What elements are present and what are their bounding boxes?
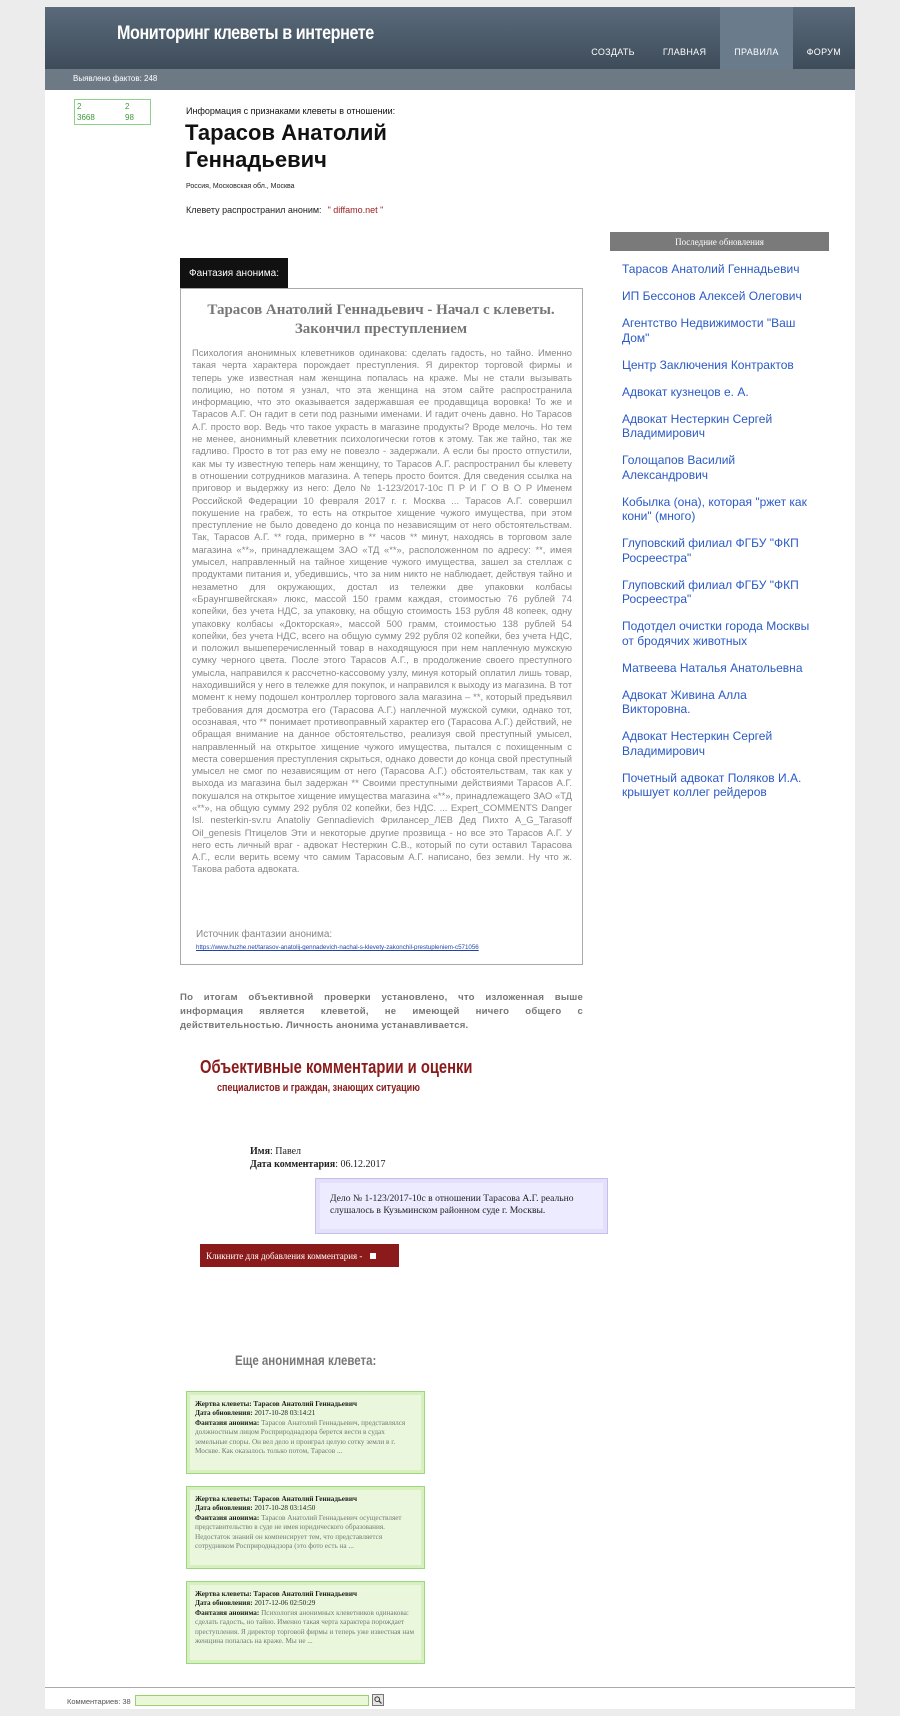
add-comment-label: Кликните для добавления комментария - <box>206 1250 363 1261</box>
counter-d: 98 <box>125 113 134 122</box>
info-label: Информация с признаками клеветы в отношении: <box>186 106 396 116</box>
card-victim: Тарасов Анатолий Геннадьевич <box>253 1400 358 1408</box>
more-title: Еще анонимная клевета: <box>235 1352 377 1368</box>
counters-widget <box>74 99 151 125</box>
site-title[interactable]: Мониторинг клеветы в интернете <box>117 23 374 44</box>
victim-name: Тарасов Анатолий Геннадьевич <box>185 120 387 172</box>
comments-title: Объективные комментарии и оценки <box>200 1057 473 1077</box>
sidebar-item[interactable]: Подотдел очистки города Москвы от бродячих животных <box>622 619 810 648</box>
facts-bar <box>45 69 855 90</box>
sidebar-item[interactable]: ИП Бессонов Алексей Олегович <box>622 289 802 303</box>
comment-name: : Павел <box>270 1146 302 1157</box>
card-date-label: Дата обновления: <box>195 1599 253 1608</box>
source-label: Источник фантазии анонима: <box>196 929 333 940</box>
card-date-label: Дата обновления: <box>195 1409 253 1418</box>
nav-create[interactable]: СОЗДАТЬ <box>591 47 635 57</box>
verdict-text: По итогам объективной проверки установлено, что изложенная выше информация является клеветой, не имеющей ничего общего с действительностью. Личность анонима устанавливается. <box>180 992 583 1031</box>
sidebar-item[interactable]: Адвокат Нестеркин Сергей Владимирович <box>622 729 773 758</box>
more-card[interactable] <box>186 1581 425 1664</box>
square-icon <box>370 1253 376 1259</box>
sidebar-item[interactable]: Адвокат кузнецов е. А. <box>622 384 749 399</box>
comment-name-label: Имя <box>250 1146 270 1157</box>
spread-label: Клевету распространил аноним: <box>186 205 322 215</box>
card-date-label: Дата обновления: <box>195 1504 253 1513</box>
footer-divider <box>45 1687 855 1688</box>
magnifier-icon <box>374 1696 382 1704</box>
card-date: 2017-12-06 02:50:29 <box>254 1599 316 1608</box>
comments-count: Комментариев: 38 <box>67 1697 131 1706</box>
sidebar-item[interactable]: Адвокат Живина Алла Викторовна. <box>622 687 747 716</box>
sidebar-item[interactable]: Центр Заключения Контрактов <box>622 357 794 372</box>
sidebar-list <box>622 262 812 812</box>
nav-forum[interactable]: ФОРУМ <box>806 47 841 57</box>
sidebar-item[interactable]: Кобылка (она), которая "ржет как кони" (много) <box>622 494 807 523</box>
sidebar-title: Последние обновления <box>610 232 829 251</box>
comment-meta <box>250 1145 385 1171</box>
nav-home[interactable]: ГЛАВНАЯ <box>662 47 707 57</box>
sidebar-item[interactable]: Почетный адвокат Поляков И.А. крышует коллег рейдеров <box>622 770 802 799</box>
card-victim: Тарасов Анатолий Геннадьевич <box>253 1590 358 1598</box>
nav-rules[interactable]: ПРАВИЛА <box>720 7 792 69</box>
spread-line <box>186 205 383 215</box>
main-nav <box>577 7 855 69</box>
sidebar-item[interactable]: Агентство Недвижимости "Ваш Дом" <box>622 316 796 345</box>
sidebar-item[interactable]: Матвеева Наталья Анатольевна <box>622 660 803 675</box>
card-fantasy-label: Фантазия анонима: <box>195 1608 260 1617</box>
card-fantasy: Тарасов Анатолий Геннадьевич осуществляет представительство в суде не имея юридического образования. Недостаток знаний он компенсирует тем, что представляется сотрудником Росприроднадзора (это фото есть на ... <box>195 1513 402 1551</box>
sidebar-item[interactable]: Глуповский филиал ФГБУ "ФКП Росреестра" <box>622 577 799 606</box>
spread-source-link[interactable]: " diffamo.net " <box>327 205 384 215</box>
article-box <box>180 288 583 965</box>
counter-b: 2 <box>125 102 130 111</box>
sidebar-item[interactable]: Голощапов Василий Александрович <box>622 453 736 482</box>
article-body: Психология анонимных клеветников одинакова: сделать гадость, но тайно. Именно такая черта характера порождает преступления. Я директор торговой фирмы и теперь уже известная нам женщина попалась на краже. Мы не стали вызывать полицию, но потом я узнал, что эта женщина на этом сайте распространила информацию, что это оказывается задержавшая ее продавщица воровка! То же и Тарасов А.Г. Он гадит в сети под разными именами. И гадит очень давно. Но Тарасов А.Г. просто вор. Ведь что такое украсть в магазине продукты? Вроде мелочь. Но тем не менее, анонимный клеветник психологически готов к этому. Так же тайно, так же гадливо. Просто в тот раз ему не повезло - задержали. А если бы просто отпустили, как мы ту известную теперь нам женщину, то Тарасов А.Г. распространил бы клевету в отношении сотрудников магазина. А теперь просто боится. Для сведения ссылка на приговор и выдержку из него: Дело № 1-123/2017-10с П Р И Г О В О Р Именем Российской Федерации 10 февраля 2017 г. г. Москва ... Тарасов А.Г. совершил покушение на грабеж, то есть на открытое хищение чужого имущества, при этом преступление не было доведено до конца по независящим от него обстоятельствам. Так, Тарасов А.Г. ** года, примерно в ** часов ** минут, находясь в торговом зале магазина «**», принадлежащем ЗАО «ТД «**», расположенном по адресу: **, имея умысел, направленный на тайное хищение чужого имущества, зашел за стеллаж с продуктами питания и, убедившись, что за ним никто не наблюдает, действуя тайно и незаметно для окружающих, достал из тележки две упаковки колбасы «Браунгшвейгская» люкс, массой 150 грамм каждая, стоимостью 76 рублей 74 копейки, без учета НДС, за упаковку, на общую стоимость 153 рубля 48 копеек, одну упаковку колбасы «Докторская», массой 500 грамм, стоимостью 138 рублей 54 копейки, без учета НДС, всего на общую сумму 292 рубля 02 копейки, без учета НДС, и положил вышеперечисленный товар в находящуюся при нем наплечную мужскую сумку черного цвета. После этого Тарасов А.Г., в продолжение своего преступного умысла, направился к рассчетно-кассовому узлу, минуя который оплатил лишь товар, находившийся у него в тележке для покупок, и направился к выходу из магазина. В тот момент к нему подошел контроллер торгового зала магазина – **, который предъявил требования для досмотра его (Тарасова А.Г.) наплечной мужской сумки, однако тот, осознавая, что ** понимает противоправный характер его (Тарасова А.Г.) действий, не обращая внимание на данное обстоятельство, реализуя свой преступный умысел, направленный на открытое хищение чужого имущества, пытался с похищенным с места совершения преступления скрыться, однако довести до конца свой преступный умысел не смог по независящим от него (Тарасова А.Г.) обстоятельствам, так как у выхода из магазина был задержан ** Своими преступными действиями Тарасов А.Г. покушался на открытое хищение имущества магазина «**», принадлежащего ЗАО «ТД «**», на общую сумму 292 рубля 02 копейки, без НДС. ... Expert_COMMENTS Danger Isl. nesterkin-sv.ru Anatoliy Gennadievich Фрилансер_ЛЕВ Дед Пихто A_G_Tarasoff Oil_genesis Птицелов Эти и некоторые другие прозвища - но все это Тарасов А.Г. У него есть личный враг - адвокат Нестеркин С.В., который по сути оставил Тарасова А.Г., если верить всему что самим Тарасовым А.Г. написано, без земли. Ну что ж. Такова работа адвоката. <box>192 347 572 875</box>
comment-text: Дело № 1-123/2017-10с в отношении Тарасова А.Г. реально слушалось в Кузьминском районном суде г. Москвы. <box>315 1178 608 1234</box>
more-card[interactable] <box>186 1486 425 1569</box>
search-input[interactable] <box>135 1695 369 1706</box>
card-fantasy: Тарасов Анатолий Геннадьевич, представлялся должностным лицом Росприроднадзора берется вести в судах земельные споры. Он вел дело и проиграл целую сотку земли в г. Москве. Как оказалось только потом, Тарасов ... <box>195 1418 406 1456</box>
facts-count: Выявлено фактов: 248 <box>73 74 158 83</box>
counter-c: 3668 <box>77 113 95 122</box>
header <box>45 7 855 69</box>
card-victim-label: Жертва клеветы: <box>195 1590 252 1598</box>
more-card[interactable] <box>186 1391 425 1474</box>
counter-a: 2 <box>77 102 82 111</box>
victim-location: Россия, Московская обл., Москва <box>186 183 295 190</box>
article-title: Тарасов Анатолий Геннадьевич - Начал с клеветы. Закончил преступлением <box>207 302 555 337</box>
comment-date-label: Дата комментария <box>250 1159 336 1170</box>
card-date: 2017-10-28 03:14:50 <box>254 1504 316 1513</box>
card-fantasy-label: Фантазия анонима: <box>195 1513 260 1522</box>
card-victim-label: Жертва клеветы: <box>195 1400 252 1408</box>
search-button[interactable] <box>372 1694 384 1706</box>
add-comment-button[interactable] <box>200 1244 399 1267</box>
page <box>45 7 855 1709</box>
card-fantasy-label: Фантазия анонима: <box>195 1418 260 1427</box>
sidebar-item[interactable]: Глуповский филиал ФГБУ "ФКП Росреестра" <box>622 536 799 565</box>
fantasy-label: Фантазия анонима: <box>180 258 288 288</box>
sidebar-item[interactable]: Тарасов Анатолий Геннадьевич <box>622 262 800 276</box>
card-victim-label: Жертва клеветы: <box>195 1495 252 1503</box>
comments-subtitle: специалистов и граждан, знающих ситуацию <box>217 1082 420 1094</box>
card-victim: Тарасов Анатолий Геннадьевич <box>253 1495 358 1503</box>
card-date: 2017-10-28 03:14:21 <box>254 1409 316 1418</box>
source-link[interactable]: https://www.huzhe.net/tarasov-anatolij-gennadevich-nachal-s-klevety-zakonchil-prestupleniem-c571056 <box>196 944 479 951</box>
comment-date: : 06.12.2017 <box>335 1159 386 1170</box>
sidebar-item[interactable]: Адвокат Нестеркин Сергей Владимирович <box>622 411 773 440</box>
card-fantasy: Психология анонимных клеветников одинакова: сделать гадость, но тайно. Именно такая черта характера порождает преступления. Я директор торговой фирмы и теперь уже известная нам женщина попалась на краже. Мы не ... <box>195 1608 415 1646</box>
